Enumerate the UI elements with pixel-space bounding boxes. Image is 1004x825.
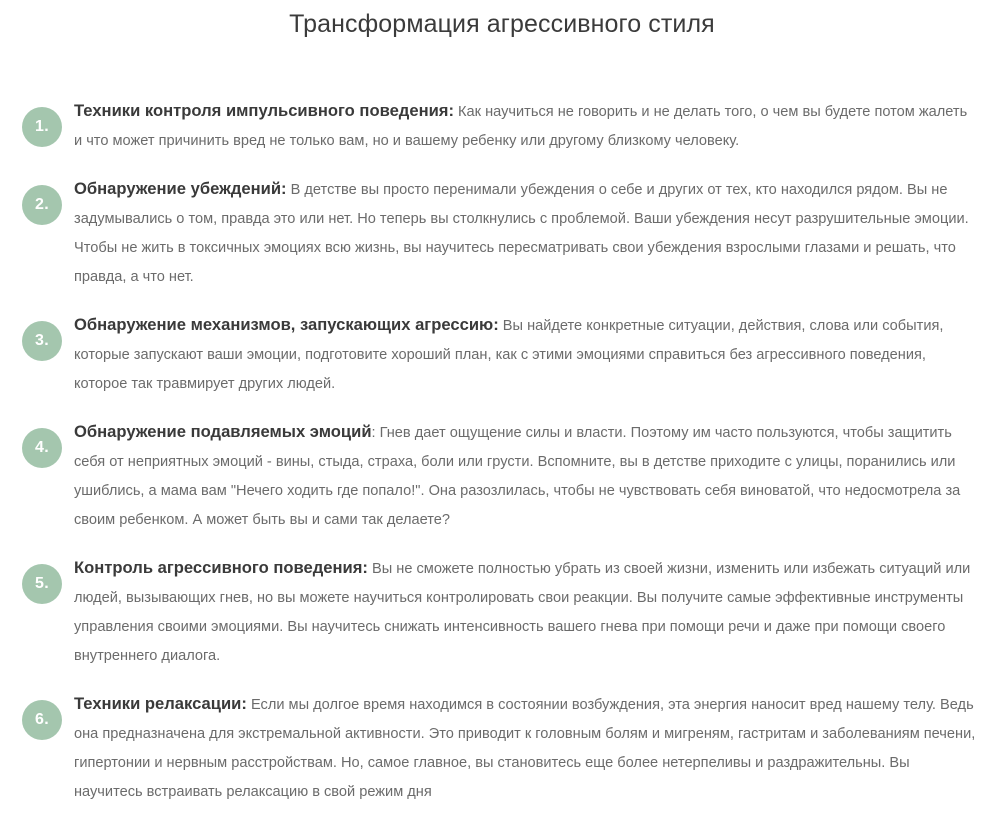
list-item-text: Как научиться не говорить и не делать того, о чем вы будете потом жалеть и что может причинить вред не только вам, но и вашему ребенку или другому близкому человеку. [74,104,968,149]
list-item [0,689,1004,807]
list-item-number-badge: 6. [22,700,62,740]
list-item-text: Вы найдете конкретные ситуации, действия, слова или события, которые запускают ваши эмоции, подготовите хороший план, как с этими эмоциями справиться без агрессивного поведения, которое так травмирует других людей. [74,318,944,392]
list-item-number-badge: 2. [22,185,62,225]
list-item-text: В детстве вы просто перенимали убеждения о себе и других от тех, кто находился рядом. Вы не задумывались о том, правда это или нет. Но теперь вы столкнулись с проблемой. Ваши убеждения несут разрушительные эмоции. Чтобы не жить в токсичных эмоциях всю жизнь, вы научитесь пересматривать свои убеждения взрослыми глазами и решать, что правда, а что нет. [74,182,969,285]
list-item [0,174,1004,292]
list-item-heading: Контроль агрессивного поведения: [74,558,368,577]
page-title: Трансформация агрессивного стиля [289,10,715,38]
list-item-text: Вы не сможете полностью убрать из своей жизни, изменить или избежать ситуаций или людей, вызывающих гнев, но вы можете научиться контролировать свои реакции. Вы получите самые эффективные инструменты управления своими эмоциями. Вы научитесь снижать интенсивность вашего гнева при помощи речи и даже при помощи своего внутреннего диалога. [74,561,971,664]
list-item-number-badge: 3. [22,321,62,361]
list-item-heading: Обнаружение подавляемых эмоций [74,422,372,441]
list-item-body [74,417,976,535]
list-item-heading: Обнаружение механизмов, запускающих агрессию: [74,315,499,334]
list-item-heading: Обнаружение убеждений: [74,179,287,198]
list-item-body [74,174,976,292]
list-item-heading: Техники релаксации: [74,694,247,713]
list-item-number-badge: 4. [22,428,62,468]
list-item-heading: Техники контроля импульсивного поведения: [74,101,454,120]
list-item-body [74,96,976,156]
list-item-text: : Гнев дает ощущение силы и власти. Поэтому им часто пользуются, чтобы защитить себя от неприятных эмоций - вины, стыда, страха, боли или грусти. Вспомните, вы в детстве приходите с улицы, поранились или ушиблись, а мама вам "Нечего ходить где попало!". Она разозлилась, чтобы не чувствовать себя виноватой, что недосмотрела за своим ребенком. А может быть вы и сами так делаете? [74,425,961,528]
list-item-text: Если мы долгое время находимся в состоянии возбуждения, эта энергия наносит вред нашему телу. Ведь она предназначена для экстремальной активности. Это приводит к головным болям и мигреням, гастритам и заболеваниям печени, гипертонии и нервным расстройствам. Но, самое главное, вы становитесь еще более нетерпеливы и раздражительны. Вы научитесь встраивать релаксацию в свой режим дня [74,697,976,800]
list-item-body [74,689,976,807]
benefits-list [0,96,1004,825]
list-item-body [74,553,976,671]
list-item [0,553,1004,671]
list-item-number-badge: 5. [22,564,62,604]
list-item-number-badge: 1. [22,107,62,147]
list-item [0,417,1004,535]
list-item [0,96,1004,156]
list-item-body [74,310,976,399]
list-item [0,310,1004,399]
